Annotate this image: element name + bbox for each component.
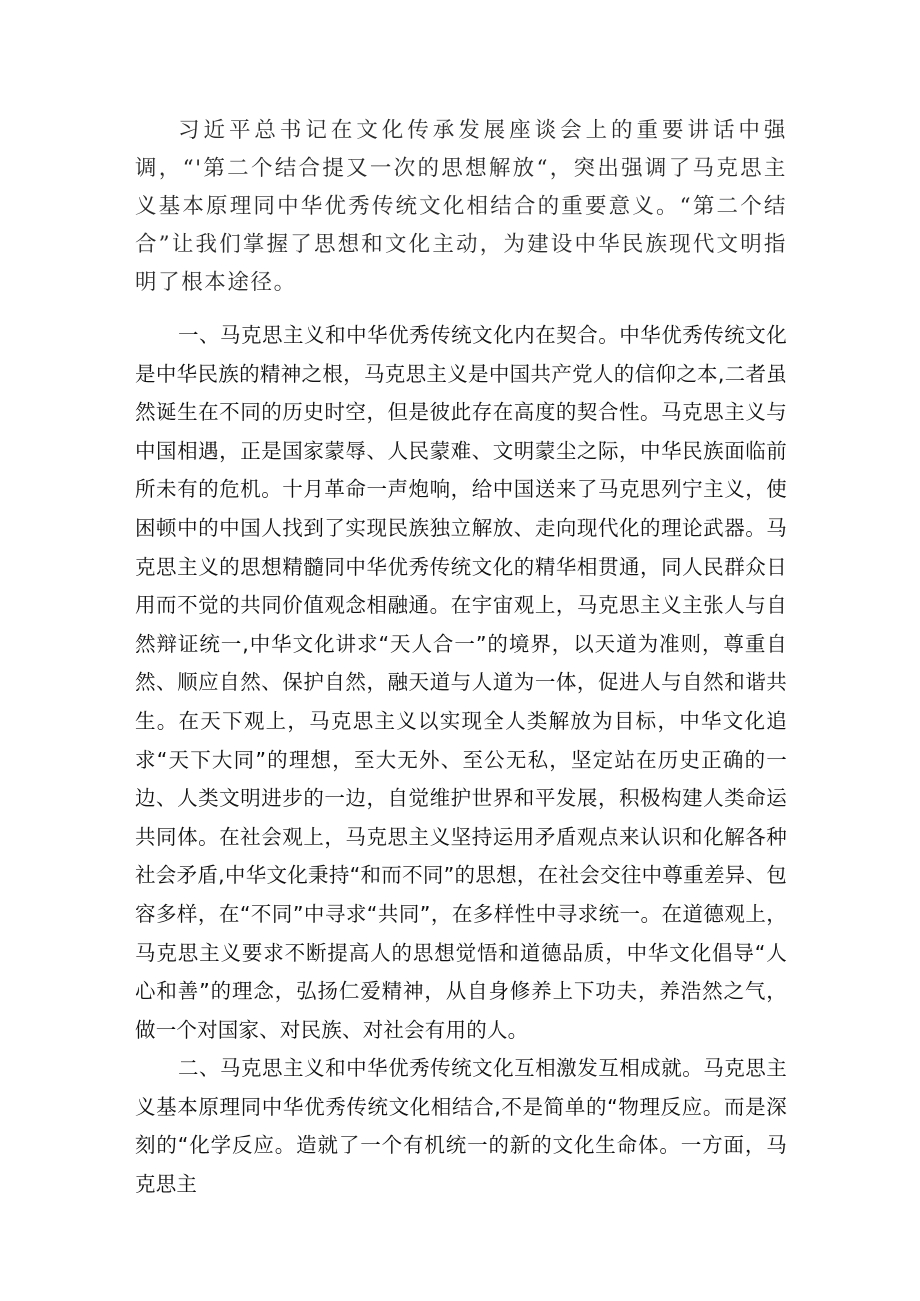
intro-paragraph: 习近平总书记在文化传承发展座谈会上的重要讲话中强调，“'第二个结合提又一次的思想解放“，突出强调了马克思主义基本原理同中华优秀传统文化相结合的重要意义。“第二个结合”让我们掌握了思想和文化主动，为建设中华民族现代文明指明了根本途径。 [135, 118, 787, 295]
section-one-paragraph: 一、马克思主义和中华优秀传统文化内在契合。中华优秀传统文化是中华民族的精神之根，马克思主义是中国共产党人的信仰之本,二者虽然诞生在不同的历史时空，但是彼此存在高度的契合性。马克思主义与中国相遇，正是国家蒙辱、人民蒙难、文明蒙尘之际，中华民族面临前所未有的危机。十月革命一声炮响，给中国送来了马克思列宁主义，使困顿中的中国人找到了实现民族独立解放、走向现代化的理论武器。马克思主义的思想精髓同中华优秀传统文化的精华相贯通，同人民群众日用而不觉的共同价值观念相融通。在宇宙观上，马克思主义主张人与自然辩证统一,中华文化讲求“天人合一”的境界，以天道为准则，尊重自然、顺应自然、保护自然，融天道与人道为一体，促进人与自然和谐共生。在天下观上，马克思主义以实现全人类解放为目标，中华文化追求“天下大同”的理想，至大无外、至公无私，坚定站在历史正确的一边、人类文明进步的一边，自觉维护世界和平发展，积极构建人类命运共同体。在社会观上，马克思主义坚持运用矛盾观点来认识和化解各种社会矛盾,中华文化秉持“和而不同”的思想，在社会交往中尊重差异、包容多样，在“不同”中寻求“共同”，在多样性中寻求统一。在道德观上，马克思主义要求不断提高人的思想觉悟和道德品质，中华文化倡导“人心和善”的理念，弘扬仁爱精神，从自身修养上下功夫，养浩然之气，做一个对国家、对民族、对社会有用的人。 [135, 323, 787, 1042]
document-body [135, 112, 787, 1204]
section-two-paragraph: 二、马克思主义和中华优秀传统文化互相激发互相成就。马克思主义基本原理同中华优秀传统文化相结合,不是简单的“物理反应。而是深刻的“化学反应。造就了一个有机统一的新的文化生命体。一方面，马克思主 [135, 1056, 787, 1197]
